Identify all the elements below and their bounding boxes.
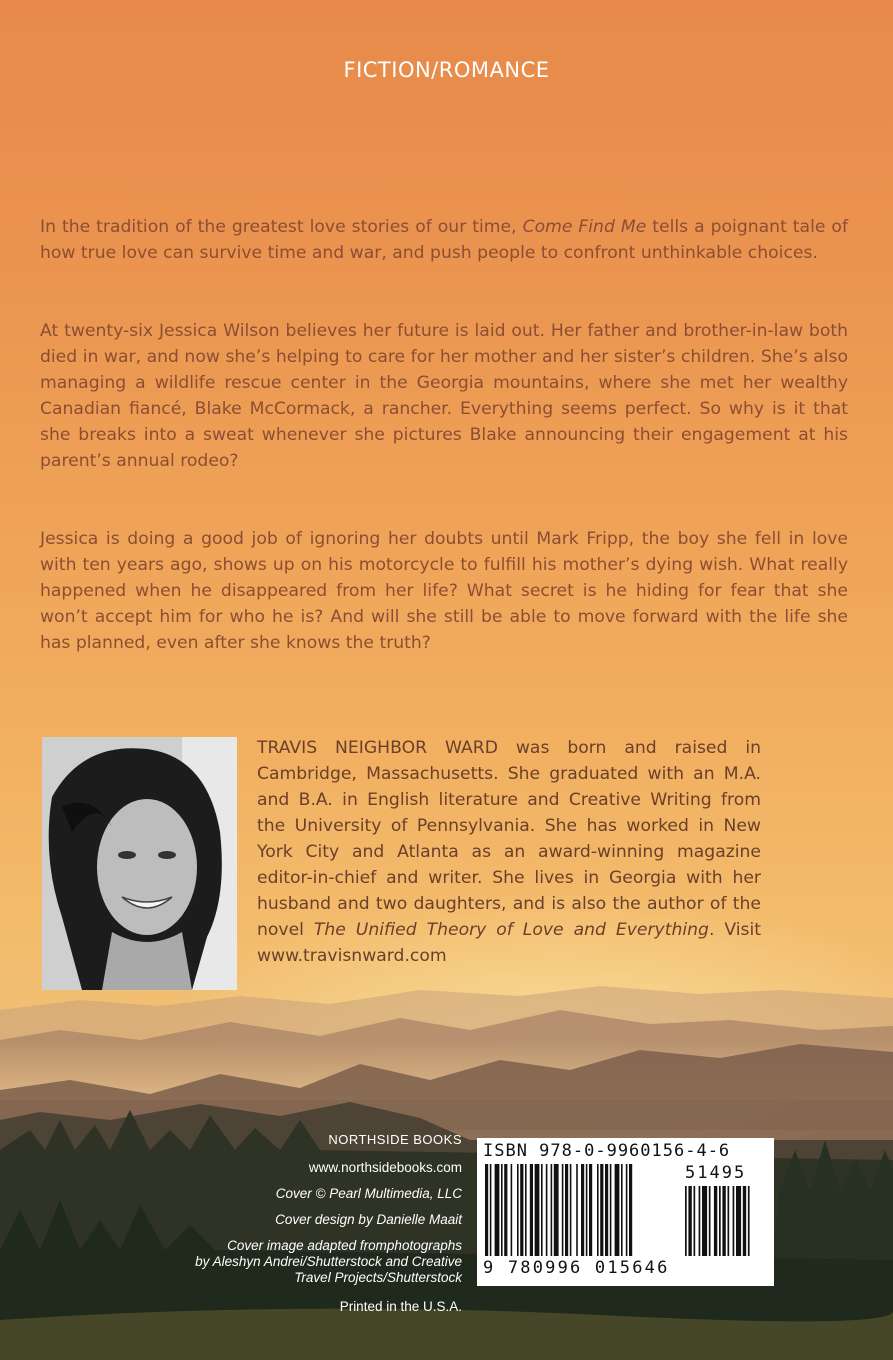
bio-text: TRAVIS NEIGHBOR WARD was born and raised in Cambridge, Massachusetts. She graduated with an M.A. and B.A. in English literature and Creative Writing from the University of Pennsylvania. She has worked in New York City and Atlanta as an award-winning magazine editor-in-chief and writer. She lives in Georgia with her husband and two daughters, and is also the author of the novel xyxy=(257,738,761,940)
bio-book-title: The Unified Theory of Love and Everything xyxy=(313,920,709,940)
cover-image-credit-line-1: Cover image adapted fromphotographs xyxy=(227,1238,462,1253)
blurb-paragraph-1 xyxy=(40,214,848,266)
cover-design-credit: Cover design by Danielle Maait xyxy=(275,1212,462,1227)
blurb-p1-after: tells a poignant tale of how true love can survive time and war, and push people to confront unthinkable choices. xyxy=(40,217,848,263)
blurb-p1-before: In the tradition of the greatest love stories of our time, xyxy=(40,217,523,237)
genre-label: FICTION/ROMANCE xyxy=(343,58,550,82)
printed-in: Printed in the U.S.A. xyxy=(339,1299,462,1314)
publisher-website: www.northsidebooks.com xyxy=(308,1160,462,1175)
isbn-barcode xyxy=(477,1138,774,1286)
cover-image-credit xyxy=(102,1238,462,1286)
price-code: 51495 xyxy=(685,1163,747,1183)
blurb-paragraph-2: At twenty-six Jessica Wilson believes her future is laid out. Her father and brother-in-law both died in war, and now she’s helping to care for her mother and her sister’s children. She’s also managing a wildlife rescue center in the Georgia mountains, where she met her wealthy Canadian fiancé, Blake McCormack, a rancher. Everything seems perfect. So why is it that she breaks into a sweat whenever she pictures Blake announcing their engagement at his parent’s annual rodeo? xyxy=(40,321,848,471)
bio-visit: . Visit www.travisnward.com xyxy=(257,920,761,966)
barcode-digits: 9 780996 015646 xyxy=(483,1258,670,1278)
author-photo xyxy=(42,737,237,990)
portrait-photo-icon xyxy=(42,737,237,990)
author-bio xyxy=(257,735,761,969)
isbn-text: ISBN 978-0-9960156-4-6 xyxy=(483,1141,731,1161)
cover-image-credit-line-2: by Aleshyn Andrei/Shutterstock and Creative xyxy=(195,1254,462,1269)
publisher-name: NORTHSIDE BOOKS xyxy=(328,1132,462,1147)
cover-copyright: Cover © Pearl Multimedia, LLC xyxy=(275,1186,462,1201)
cover-image-credit-line-3: Travel Projects/Shutterstock xyxy=(294,1270,462,1285)
blurb-book-title: Come Find Me xyxy=(522,217,647,237)
publisher-credits xyxy=(102,1132,462,1325)
blurb-paragraph-3: Jessica is doing a good job of ignoring her doubts until Mark Fripp, the boy she fell in love with ten years ago, shows up on his motorcycle to fulfill his mother’s dying wish. What really happened when he disappeared from her life? What secret is he hiding for fear that she won’t accept him for who he is? And will she still be able to move forward with the life she has planned, even after she knows the truth? xyxy=(40,529,848,653)
